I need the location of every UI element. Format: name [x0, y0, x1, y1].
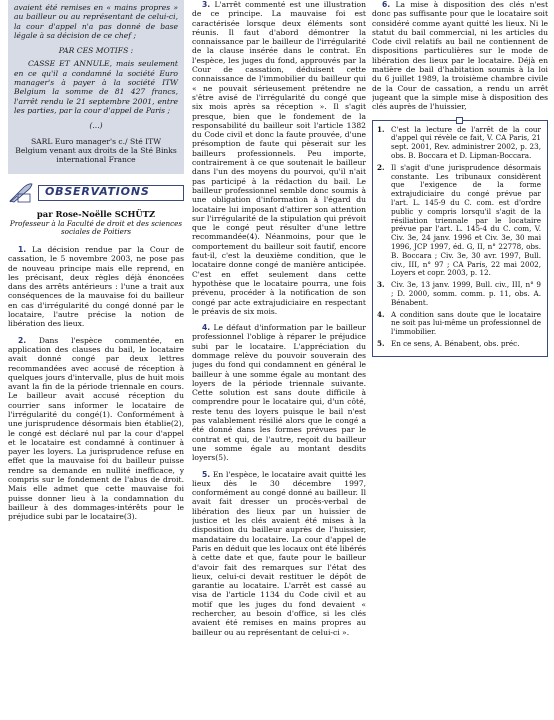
paragraph-2	[8, 336, 184, 522]
paragraph-3	[192, 0, 366, 316]
author-affiliation: Professeur à la Faculté de droit et des sciences sociales de Poitiers	[9, 218, 183, 237]
footnote-4	[377, 311, 541, 337]
paragraph-1	[8, 245, 184, 329]
paragraph-number: 5.	[202, 469, 211, 479]
paragraph-number: 6.	[382, 0, 391, 9]
footnote-3	[377, 281, 541, 307]
paragraph-text: En l'espèce, le locataire avait quitté les lieux dès le 30 décembre 1997, conformément au congé donné au bailleur. Il avait fait dresser un procès-verbal de libération des lieux par un huissier de justice et les clés avaient été mises à la disposition du bailleur auprès de l'huissier, mandataire du locataire. La cour d'appel de Paris en déduit que les locaux ont été libérés à cette date et que, faute pour le bailleur d'avoir fait des remarques sur l'état des lieux, celui-ci devait restituer le dépôt de garantie au locataire. L'arrêt est cassé au visa de l'article 1134 du Code civil et au motif que les juges du fond devaient « rechercher, au besoin d'office, si les clés avaient été remises en mains propres au bailleur ou au représentant de celui-ci ».	[192, 469, 366, 637]
paragraph-number: 1.	[18, 244, 27, 254]
author-name: par Rose-Noëlle SCHÜTZ	[36, 209, 156, 220]
column-left	[8, 0, 184, 529]
footnote-marker-icon	[456, 117, 463, 124]
paragraph-text: La mise à disposition des clés n'est donc pas suffisante pour que le locataire soit considéré comme ayant quitté les lieux. Ni le statut du bail commercial, ni les articles du Code civil relatifs au bail ne contiennent de dispositions particulières sur le mode de libération des lieux par le locataire. Déjà en matière de bail d'habitation soumis à la loi du 6 juillet 1989, la troisième chambre civile de la Cour de cassation, a rendu un arrêt jugeant que la simple mise à disposition des clés auprès de l'huissier,	[372, 0, 548, 112]
footnote-text: Civ. 3e, 13 janv. 1999, Bull. civ., III, n° 9 ; D. 2000, somm. comm. p. 11, obs. A. Bénabent.	[391, 280, 541, 307]
observations-title-bar	[38, 185, 184, 201]
excerpt-lead: avaient été remises en « mains propres » au bailleur ou au représentant de celui-ci, la cour d'appel n'a pas donné de base légale à sa décision de ce chef ;	[14, 3, 178, 40]
paragraph-text: La décision rendue par la Cour de cassation, le 5 novembre 2003, ne pose pas de nouveau principe mais elle reprend, en les précisant, deux règles déjà énoncées dans des arrêts antérieurs : l'une a trait aux conséquences de la mauvaise foi du bailleur en cas d'irrégularité du congé donné par le locataire, l'autre précise la notion de libération des lieux.	[8, 244, 184, 329]
paragraph-number: 2.	[18, 335, 27, 345]
footnote-text: A condition sans doute que le locataire ne soit pas lui-même un professionnel de l'immobilier.	[391, 309, 541, 337]
footnote-1	[377, 126, 541, 161]
footnote-text: C'est la lecture de l'arrêt de la cour d'appel qui révèle ce fait, V. CA Paris, 21 sept. 2001, Rev. administrer 2002, p. 23, obs. B. Boccara et D. Lipman-Boccara.	[391, 124, 541, 160]
decision-excerpt-box	[8, 0, 184, 174]
excerpt-motifs: PAR CES MOTIFS :	[58, 46, 134, 56]
footnote-number: 5.	[377, 338, 385, 348]
paragraph-number: 3.	[202, 0, 211, 9]
footnote-text: Il s'agit d'une jurisprudence désormais constante. Les tribunaux considèrent que l'exigence de la forme extrajudiciaire du congé prévue par l'art. L. 145-9 du C. com. est d'ordre public y compris lorsqu'il s'agit de la résiliation triennale par le locataire prévue par l'art. L. 145-4 du C. com, V. Civ. 3e, 24 janv. 1996 et Civ. 3e, 30 mai 1996, JCP 1997, éd. G, II, n° 22778, obs. B. Boccara ; Civ. 3e, 30 avr. 1997, Bull. civ., III, n° 97 ; CA Paris, 22 mai 2002, Loyers et copr. 2003, p. 12.	[391, 162, 541, 278]
footnote-text: En ce sens, A. Bénabent, obs. préc.	[391, 338, 520, 348]
paragraph-4	[192, 323, 366, 462]
paragraph-text: Le défaut d'information par le bailleur professionnel l'oblige à réparer le préjudice subi par le locataire. L'appréciation du dommage relève du pouvoir souverain des juges du fond qui condamnent en général le bailleur à une somme égale au montant des loyers de la période triennale suivante. Cette solution est sans doute difficile à comprendre pour le locataire qui, d'un côté, reste tenu des loyers puisque le bail n'est pas valablement résilié alors que le congé a été donné dans les formes prévues par le contrat et qui, de l'autre, reçoit du bailleur une somme égale au montant desdits loyers(5).	[192, 323, 366, 463]
footnotes-box	[372, 120, 548, 357]
excerpt-ruling: CASSE ET ANNULE, mais seulement en ce qu'il a condamné la société Euro manager's à payer à la société ITW Belgium la somme de 81 427 francs, l'arrêt rendu le 21 septembre 2001, entre les parties, par la cour d'appel de Paris ;	[14, 59, 178, 115]
column-middle	[192, 0, 366, 644]
quill-pen-icon	[8, 182, 34, 204]
column-right	[372, 0, 548, 357]
footnote-number: 1.	[377, 124, 385, 134]
footnote-number: 4.	[377, 309, 385, 319]
footnote-number: 2.	[377, 162, 385, 172]
paragraph-number: 4.	[202, 323, 211, 333]
paragraph-text: Dans l'espèce commentée, en application des clauses du bail, le locataire avait donné congé par deux lettres recommandées avec accusé de réception à quelques jours d'intervalle, plus de huit mois avant la fin de la période triennale en cours. Le bailleur avait accusé réception du courrier sans informer le locataire de l'irrégularité du congé(1). Conformément à une jurisprudence désormais bien établie(2), le congé est déclaré nul par la cour d'appel et le locataire est condamné à continuer à payer les loyers. La jurisprudence refuse en effet que la mauvaise foi du bailleur puisse rendre sa demande en nullité inefficace, y compris sur le fondement de l'abus de droit. Mais elle admet que cette mauvaise foi puisse donner lieu à la condamnation du bailleur à des dommages-intérêts pour le préjudice subi par le locataire(3).	[8, 335, 184, 522]
paragraph-5	[192, 470, 366, 637]
footnote-number: 3.	[377, 280, 385, 290]
footnote-2	[377, 164, 541, 278]
observations-header	[8, 182, 184, 204]
excerpt-ellipsis: (...)	[89, 121, 103, 131]
paragraph-text: L'arrêt commenté est une illustration de ce principe. La mauvaise foi est caractérisée lorsque deux éléments sont réunis. Il faut d'abord démontrer la connaissance par le bailleur de l'irrégularité de la clause insérée dans le contrat. En l'espèce, les juges du fond, approuvés par la Cour de cassation, déduisent cette connaissance de l'immobilier du bailleur qui « ne pouvait sérieusement prétendre ne s'être avisé de l'irrégularité du congé que six mois après sa réception ». Il s'agit presque, bien que le fondement de la responsabilité du bailleur soit l'article 1382 du Code civil et donc la faute prouvée, d'une présomption de faute qui pèserait sur les bailleurs professionnels. Peu importe, contrairement à ce que soutenait le bailleur dans l'un des moyens du pourvoi, qu'il n'ait pas participé à la rédaction du bail. Le bailleur professionnel semble donc soumis à une obligation d'information à l'égard du locataire lui imposant d'attirer son attention sur l'irrégularité de la stipulation qui prévoit que le congé peut résulter d'une lettre recommandée(4). Néanmoins, pour que le comportement du bailleur soit fautif, encore faut-il, c'est la deuxième condition, que le locataire donne congé de manière anticipée. C'est en effet seulement dans cette hypothèse que le locataire pourra, une fois prévenu, procéder à la notification de son congé par acte extrajudiciaire en respectant le préavis de six mois.	[192, 0, 366, 316]
footnote-5	[377, 340, 541, 349]
paragraph-6	[372, 0, 548, 112]
observations-title: OBSERVATIONS	[45, 185, 150, 199]
excerpt-parties: SARL Euro manager's c./ Sté ITW Belgium venant aux droits de la Sté Binks international France	[15, 136, 177, 165]
